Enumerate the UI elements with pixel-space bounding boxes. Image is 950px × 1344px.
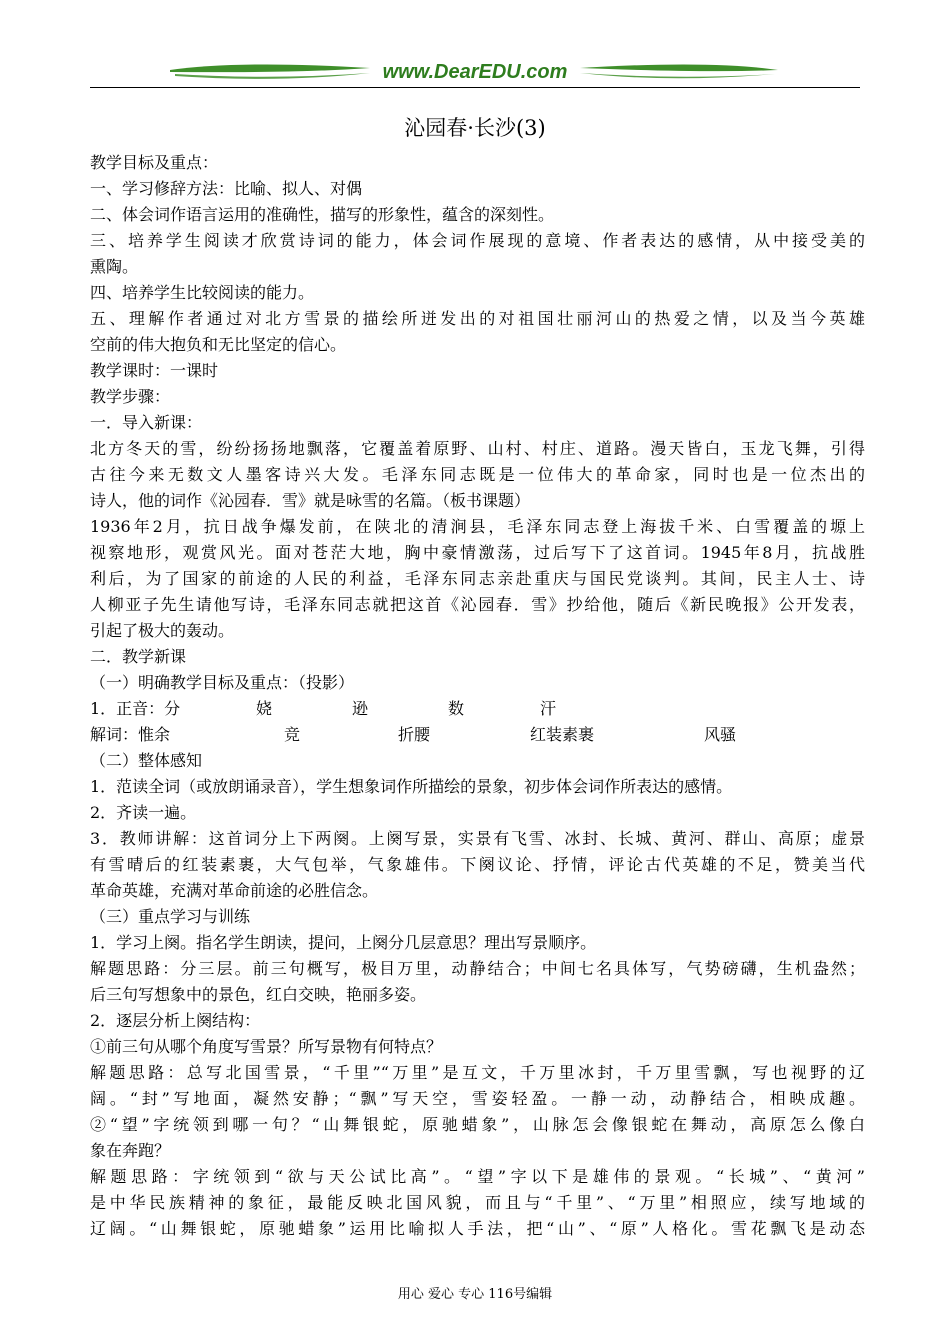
paragraph-line: 北方冬天的雪，纷纷扬扬地飘落，它覆盖着原野、山村、村庄、道路。漫天皆白，玉龙飞舞，引得 [90, 439, 865, 458]
paragraph-line: （二）整体感知 [90, 751, 203, 770]
site-logo-text: www.DearEDU.com [382, 61, 568, 83]
paragraph-line: 1．学习上阕。指名学生朗读，提问，上阕分几层意思？理出写景顺序。 [90, 933, 597, 952]
pronunciation-item: 1．正音：分 [90, 699, 181, 718]
pronunciation-row [90, 696, 865, 722]
left-swoosh-icon [170, 64, 370, 72]
paragraph-line: 空前的伟大抱负和无比坚定的信心。 [90, 335, 347, 354]
paragraph-line: 教学步骤： [90, 387, 171, 406]
header-rule [90, 87, 860, 88]
paragraph-line: ②“望”字统领到哪一句？“山舞银蛇，原驰蜡象”，山脉怎会像银蛇在舞动，高原怎么像白 [90, 1115, 865, 1134]
paragraph-line: 引起了极大的轰动。 [90, 621, 235, 640]
pronunciation-item: 数 [448, 699, 465, 718]
paragraph-line: 诗人，他的词作《沁园春．雪》就是咏雪的名篇。（板书课题） [90, 491, 531, 510]
vocabulary-item: 风骚 [704, 725, 737, 744]
paragraph-line: 3．教师讲解：这首词分上下两阕。上阕写景，实景有飞雪、冰封、长城、黄河、群山、高原；虚景 [90, 829, 865, 848]
logo-banner [170, 58, 780, 86]
page-header [90, 58, 860, 92]
document-body [90, 150, 865, 1242]
paragraph-line: 解题思路：字统领到“欲与天公试比高”。“望”字以下是雄伟的景观。“长城”、“黄河” [90, 1167, 865, 1186]
right-swoosh-icon [580, 64, 778, 71]
paragraph-line: 四、培养学生比较阅读的能力。 [90, 283, 315, 302]
pronunciation-item: 娆 [256, 699, 273, 718]
left-swoosh-underline-icon [175, 73, 370, 79]
paragraph-line: 辽阔。“山舞银蛇，原驰蜡象”运用比喻拟人手法，把“山”、“原”人格化。雪花飘飞是动态 [90, 1219, 865, 1238]
paragraph-line: 1．范读全词（或放朗诵录音），学生想象词作所描绘的景象，初步体会词作所表达的感情。 [90, 777, 733, 796]
pronunciation-item: 汗 [540, 699, 557, 718]
paragraph-line: 五、理解作者通过对北方雪景的描绘所迸发出的对祖国壮丽河山的热爱之情，以及当今英雄 [90, 309, 865, 328]
page-title: 沁园春·长沙(3) [404, 116, 546, 140]
paragraph-line: 古往今来无数文人墨客诗兴大发。毛泽东同志既是一位伟大的革命家，同时也是一位杰出的 [90, 465, 865, 484]
vocabulary-row [90, 722, 865, 748]
page-footer: 用心 爱心 专心 116号编辑 [397, 1287, 553, 1302]
paragraph-line: 二、体会词作语言运用的准确性，描写的形象性，蕴含的深刻性。 [90, 205, 555, 224]
paragraph-line: 有雪晴后的红装素裹，大气包举，气象雄伟。下阕议论、抒情，评论古代英雄的不足，赞美当代 [90, 855, 865, 874]
right-swoosh-underline-icon [580, 73, 775, 78]
paragraph-line: （一）明确教学目标及重点：（投影） [90, 673, 355, 692]
vocabulary-item: 解词：惟余 [90, 725, 171, 744]
vocabulary-item: 竞 [284, 725, 301, 744]
pronunciation-item: 逊 [352, 699, 369, 718]
paragraph-line: 一、学习修辞方法：比喻、拟人、对偶 [90, 179, 363, 198]
vocabulary-item: 红装素裹 [530, 725, 595, 744]
paragraph-line: 2．齐读一遍。 [90, 803, 197, 822]
vocabulary-item: 折腰 [398, 725, 431, 744]
paragraph-line: 熏陶。 [90, 257, 139, 276]
paragraph-line: 后三句写想象中的景色，红白交映，艳丽多姿。 [90, 985, 427, 1004]
paragraph-line: 教学课时：一课时 [90, 361, 219, 380]
paragraph-line: （三）重点学习与训练 [90, 907, 251, 926]
paragraph-line: 解题思路：总写北国雪景，“千里”“万里”是互文，千万里冰封，千万里雪飘，写也视野的辽 [90, 1063, 865, 1082]
paragraph-line: 一．导入新课： [90, 413, 203, 432]
paragraph-line: 二．教学新课 [90, 647, 187, 666]
paragraph-line: 视察地形，观赏风光。面对苍茫大地，胸中豪情激荡，过后写下了这首词。1945年8月，抗战胜 [90, 543, 865, 562]
paragraph-line: 利后，为了国家的前途的人民的利益，毛泽东同志亲赴重庆与国民党谈判。其间，民主人士、诗 [90, 569, 865, 588]
paragraph-line: ①前三句从哪个角度写雪景？所写景物有何特点？ [90, 1037, 443, 1056]
paragraph-line: 是中华民族精神的象征，最能反映北国风貌，而且与“千里”、“万里”相照应，续写地域的 [90, 1193, 865, 1212]
paragraph-line: 革命英雄，充满对革命前途的必胜信念。 [90, 881, 379, 900]
paragraph-line: 阔。“封”写地面，凝然安静；“飘”写天空，雪姿轻盈。一静一动，动静结合，相映成趣。 [90, 1089, 865, 1108]
paragraph-line: 1936年2月，抗日战争爆发前，在陕北的清涧县，毛泽东同志登上海拔千米、白雪覆盖的塬上 [90, 517, 865, 536]
paragraph-line: 象在奔跑？ [90, 1141, 171, 1160]
paragraph-line: 人柳亚子先生请他写诗，毛泽东同志就把这首《沁园春．雪》抄给他，随后《新民晚报》公开发表， [90, 595, 865, 614]
paragraph-line: 解题思路：分三层。前三句概写，极目万里，动静结合；中间七名具体写，气势磅礴，生机盎然； [90, 959, 865, 978]
paragraph-line: 教学目标及重点： [90, 153, 219, 172]
paragraph-line: 三、培养学生阅读才欣赏诗词的能力，体会词作展现的意境、作者表达的感情，从中接受美的 [90, 231, 865, 250]
paragraph-line: 2．逐层分析上阕结构： [90, 1011, 261, 1030]
